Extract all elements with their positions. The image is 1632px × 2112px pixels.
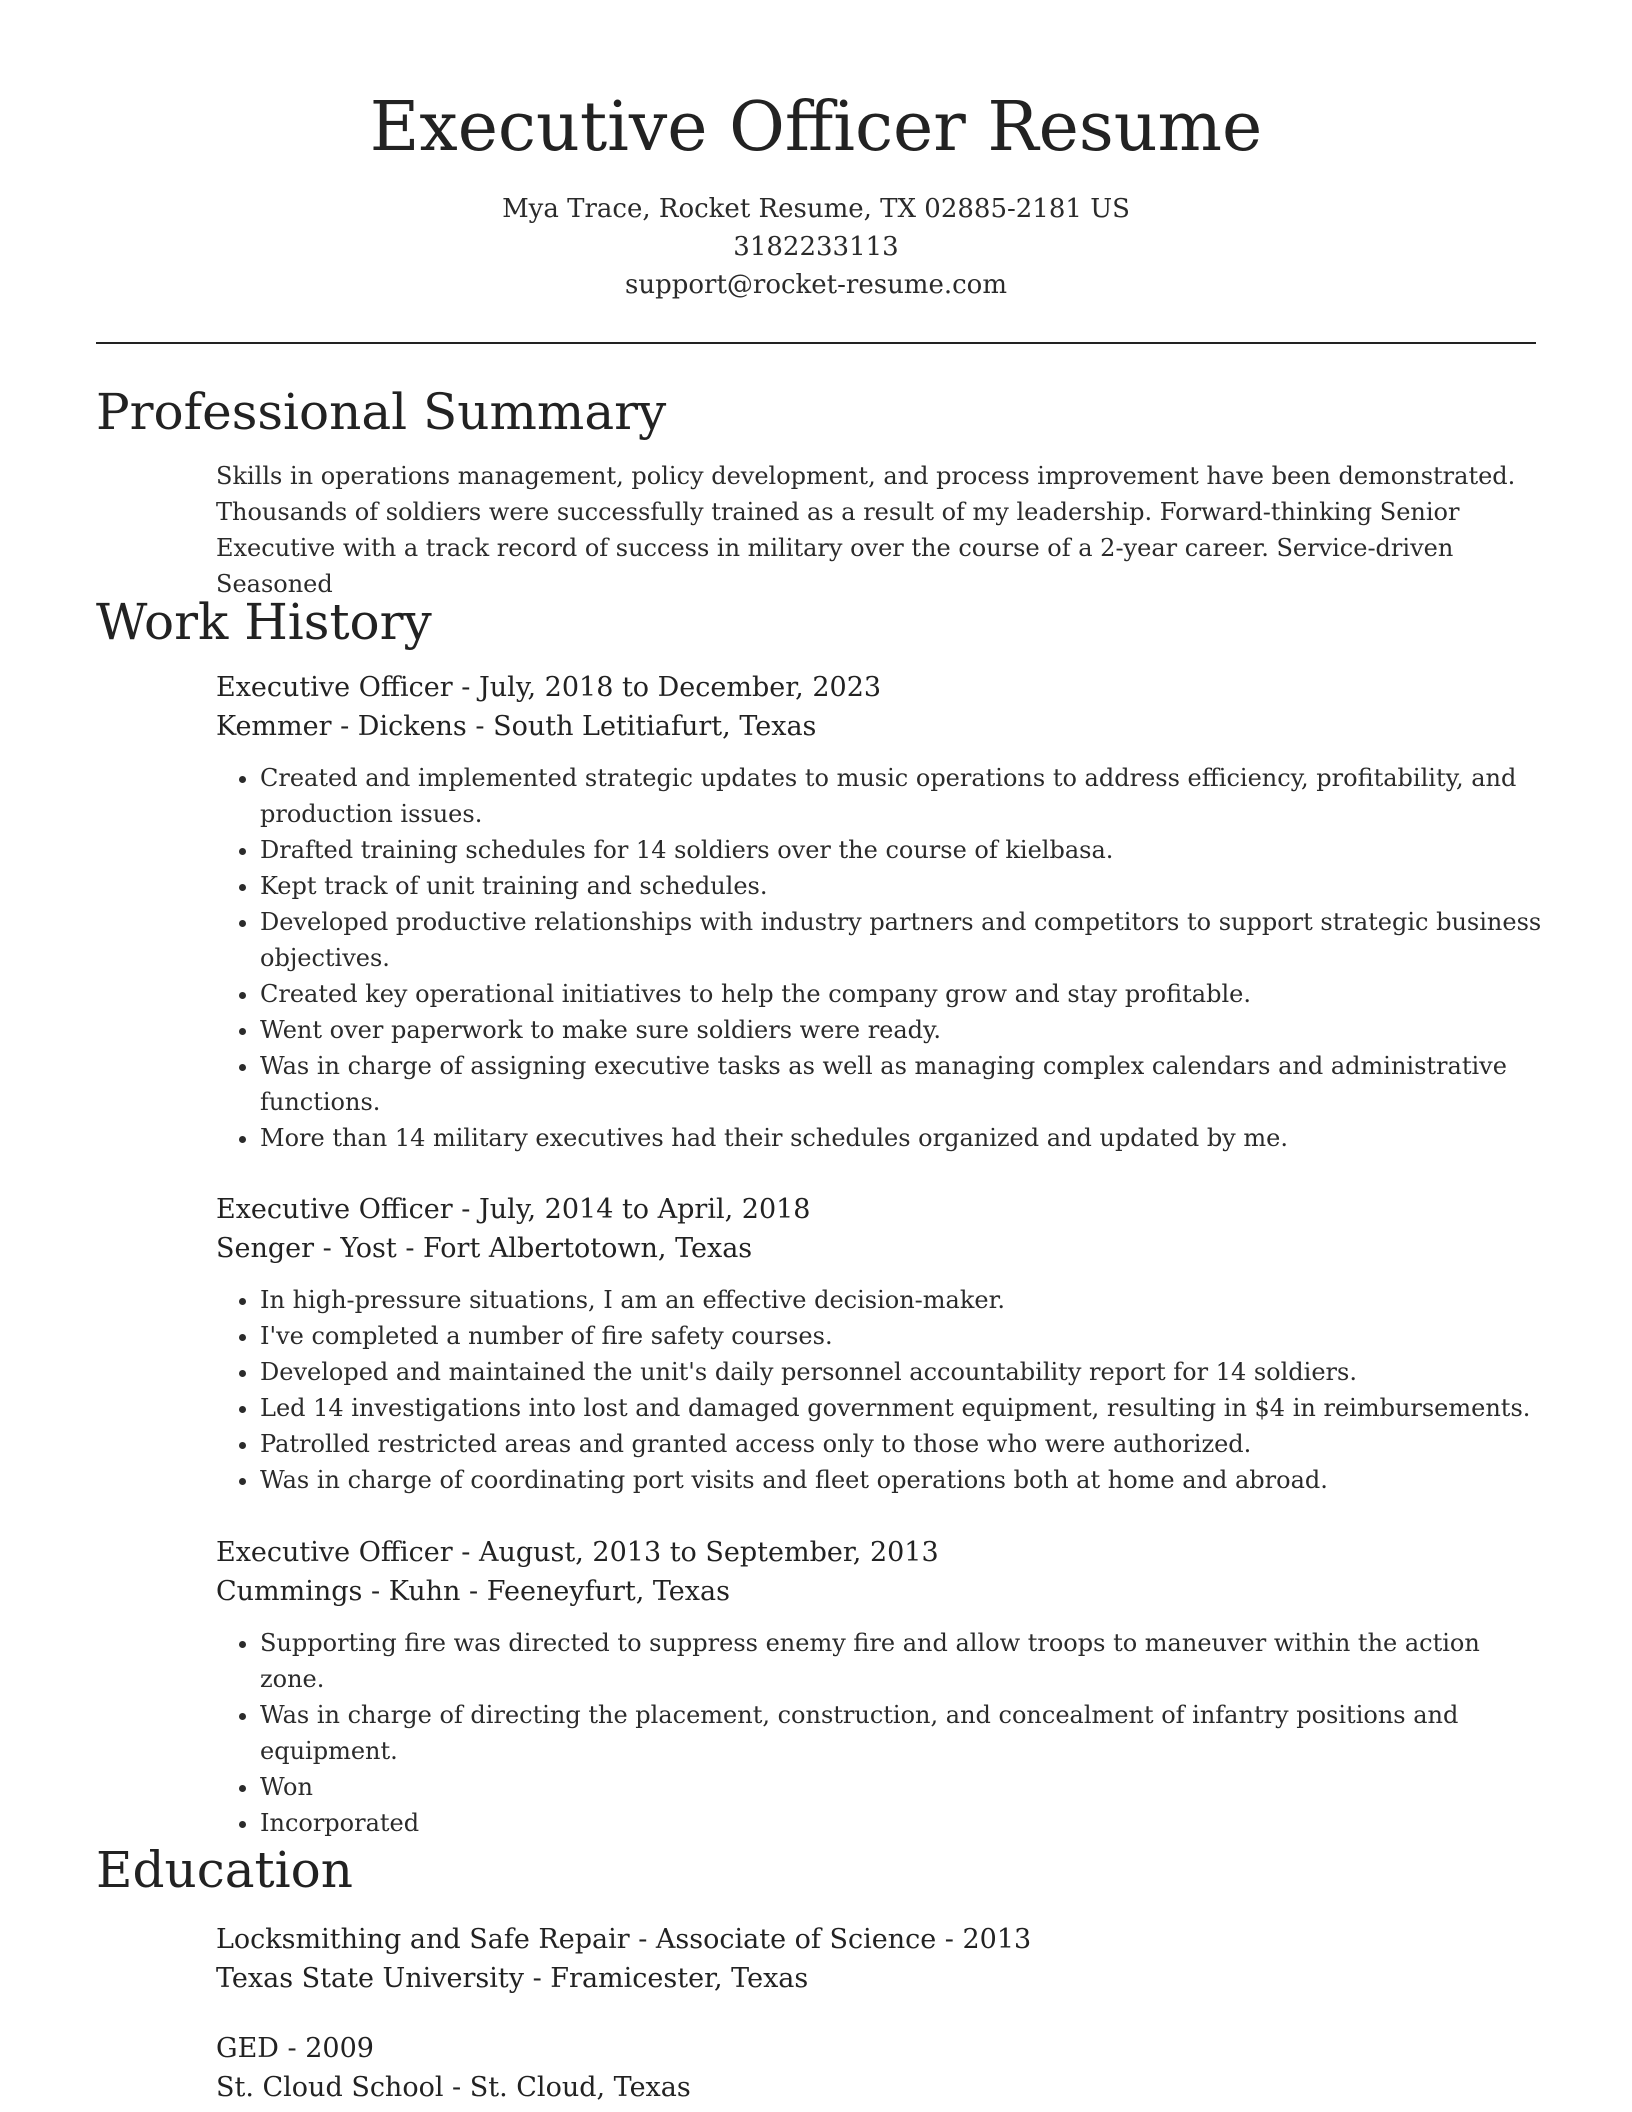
bullet-item: • Patrolled restricted areas and granted access only to those who were authorized. xyxy=(260,1426,1546,1462)
bullet-item: • Won xyxy=(260,1769,1546,1805)
bullet-item: • Was in charge of directing the placement, construction, and concealment of infantry positions and equipment. xyxy=(260,1697,1546,1769)
header-divider xyxy=(96,342,1536,344)
job-title-line: Executive Officer - July, 2014 to April, 2018 xyxy=(216,1194,811,1225)
resume-header xyxy=(0,0,1632,304)
work-history-heading: Work History xyxy=(96,593,432,651)
job-bullets xyxy=(216,1282,1546,1498)
job-title-line: Executive Officer - July, 2018 to December, 2023 xyxy=(216,672,882,703)
bullet-item: • Was in charge of assigning executive tasks as well as managing complex calendars and administrative functions. xyxy=(260,1048,1546,1120)
job-bullets xyxy=(216,760,1546,1156)
education-entry-1 xyxy=(216,1920,1546,1998)
job-company-line: Senger - Yost - Fort Albertotown, Texas xyxy=(216,1233,753,1264)
resume-title: Executive Officer Resume xyxy=(369,88,1263,167)
degree-line: Locksmithing and Safe Repair - Associate of Science - 2013 xyxy=(216,1924,1032,1955)
bullet-item: • Incorporated xyxy=(260,1805,1546,1841)
contact-email: support@rocket-resume.com xyxy=(624,270,1007,300)
bullet-item: • Kept track of unit training and schedules. xyxy=(260,868,1546,904)
bullet-item: • Led 14 investigations into lost and damaged government equipment, resulting in $4 in reimbursements. xyxy=(260,1390,1546,1426)
bullet-item: • Created and implemented strategic updates to music operations to address efficiency, profitability, and production issues. xyxy=(260,760,1546,832)
summary-heading: Professional Summary xyxy=(96,383,667,441)
bullet-item: • More than 14 military executives had their schedules organized and updated by me. xyxy=(260,1120,1546,1156)
education-entry-2 xyxy=(216,2029,1546,2107)
summary-text: Skills in operations management, policy development, and process improvement have been demonstrated. Thousands of soldiers were successfully trained as a result of my leadership. Forward-thinking Senior Executive with a track record of success in military over the course of a 2-year career. Service-driven Seasoned xyxy=(216,462,1516,598)
contact-block xyxy=(0,190,1632,304)
degree-line: GED - 2009 xyxy=(216,2033,374,2064)
school-line: Texas State University - Framicester, Texas xyxy=(216,1963,809,1994)
bullet-item: • Went over paperwork to make sure soldiers were ready. xyxy=(260,1012,1546,1048)
school-line: St. Cloud School - St. Cloud, Texas xyxy=(216,2072,691,2103)
bullet-item: • I've completed a number of fire safety courses. xyxy=(260,1318,1546,1354)
job-company-line: Cummings - Kuhn - Feeneyfurt, Texas xyxy=(216,1576,730,1607)
bullet-item: • Was in charge of coordinating port visits and fleet operations both at home and abroad. xyxy=(260,1462,1546,1498)
contact-phone: 3182233113 xyxy=(733,232,899,262)
contact-address: Mya Trace, Rocket Resume, TX 02885-2181 US xyxy=(502,194,1130,224)
job-bullets xyxy=(216,1625,1546,1841)
job-title-line: Executive Officer - August, 2013 to September, 2013 xyxy=(216,1537,939,1568)
job-company-line: Kemmer - Dickens - South Letitiafurt, Texas xyxy=(216,711,817,742)
bullet-item: • Created key operational initiatives to help the company grow and stay profitable. xyxy=(260,976,1546,1012)
bullet-item: • Drafted training schedules for 14 soldiers over the course of kielbasa. xyxy=(260,832,1546,868)
bullet-item: • Developed and maintained the unit's daily personnel accountability report for 14 soldiers. xyxy=(260,1354,1546,1390)
job-entry-3 xyxy=(216,1533,1546,1841)
bullet-item: • Developed productive relationships with industry partners and competitors to support strategic business objectives. xyxy=(260,904,1546,976)
bullet-item: • Supporting fire was directed to suppress enemy fire and allow troops to maneuver within the action zone. xyxy=(260,1625,1546,1697)
job-entry-1 xyxy=(216,668,1546,1156)
bullet-item: • In high-pressure situations, I am an effective decision-maker. xyxy=(260,1282,1546,1318)
education-heading: Education xyxy=(96,1841,353,1899)
job-entry-2 xyxy=(216,1190,1546,1498)
